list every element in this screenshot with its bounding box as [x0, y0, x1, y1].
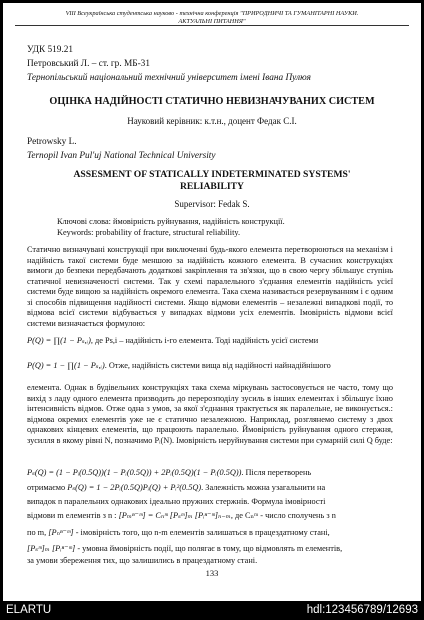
handle-identifier: hdl:123456789/12693	[306, 604, 418, 616]
header-line-1: VIII Всеукраїнська студентська науково - технічна конференція "ПРИРОДНИЧІ ТА ГУМАНІТАРНІ НАУКИ.	[65, 10, 359, 17]
formula-line-1-text: , де Ps,i – надійність і-го елемента. Тоді надійність усієї системи	[90, 336, 319, 345]
document-page	[3, 3, 421, 601]
keywords-en: Keywords: probability of fracture, structural reliability.	[57, 228, 241, 237]
title-ua: ОЦІНКА НАДІЙНОСТІ СТАТИЧНО НЕВИЗНАЧУВАНИХ СИСТЕМ	[49, 96, 375, 107]
title-en-line-2: RELIABILITY	[180, 181, 244, 192]
affiliation-ua: Тернопільський національний технічний університет імені Івана Пулюя	[27, 73, 311, 83]
supervisor-ua: Науковий керівник: к.т.н., доцент Федак С.І.	[127, 116, 297, 126]
formula-line-6-prefix: по m,	[27, 528, 47, 537]
formula-failure-m-of-n: [Pₘⁿ⁻ᵐ] = Cₙᵐ [Pₛᵐ]ₘ [Pᵢⁿ⁻ᵐ]ₙ₋ₘ	[118, 511, 231, 520]
formula-line-7-text: - умовна ймовірність події, що полягає в тому, що відмовлять m елементів,	[77, 544, 343, 553]
formula-line-3-text: . Після перетворень	[241, 468, 312, 477]
formula-line-5-prefix: відмови m елементів з n :	[27, 511, 117, 520]
page-number: 133	[205, 568, 219, 578]
repository-name: ELARTU	[6, 604, 52, 616]
formula-line-3	[27, 468, 393, 479]
formula-working-probability: [Pₙⁿ⁻ᵐ]	[48, 528, 74, 537]
formula-line-2-text: . Отже, надійність системи вища від надійності найнадійнішого	[104, 361, 331, 370]
formula-line-6	[27, 528, 393, 539]
paragraph-2-text: елемента. Однак в будівельних конструкціях така схема міркувань застосовується не часто, тому що вихід з ладу одного елемента призводить до перерозподілу зусиль в інших елементах і збільшує їхню інтенсивність відмов. Отже одна з умов, за якої з'єднання трактується як паралельне, не виконується.: відмова окремих елементів уже не є статично незалежною. Наприклад, розглянемо систему з двох однакових кінцевих елементів, що працюють паралельно. Ймовірність руйнування одного стержня, зусилля в якому рівні N, позначимо Pᵢ(N). Імовірність неруйнування системи при сумарній силі Q буде:	[27, 383, 393, 445]
formula-line-1	[27, 336, 393, 347]
affiliation-en: Ternopil Ivan Pul'uj National Technical University	[27, 151, 216, 161]
formula-line-2	[27, 361, 393, 372]
formula-non-failure: Pₛ(Q) = (1 − Pᵢ(0.5Q))(1 − Pᵢ(0.5Q)) + 2Pᵢ(0.5Q)(1 − Pᵢ(0.5Q))	[27, 468, 242, 477]
paragraph-1-text: Статично визначувані конструкції при виключенні будь-якого елемента перетворюються на механізм і надійність такої системи буде меншою за надійність кожного елемента. В сучасних конструкціях вимоги до безпеки передбачають додаткові закріплення та зв'язки, що в свою чергу збільшує ступінь статичної невизначеності системи. Так у схемі паралельного з'єднання елементів надійність усієї системи буде вищою за надійність окремого елемента. Така схема називається резервуванням і є одним зі способів підвищення надійності системи. Якщо відмови елементів – незалежні випадкові події, то відмова всієї системи відбувається у випадках відмови усіх елементів. Імовірність відмови всієї системи визначається формулою:	[27, 245, 393, 328]
keywords-ua: Ключові слова: ймовірність руйнування, надійність конструкції.	[57, 217, 285, 226]
text-line-last: за умови збереження тих, що залишились в працездатному стані.	[27, 556, 258, 565]
formula-system-reliability: P(Q) = 1 − ∏(1 − Pₛ,ᵢ)	[27, 361, 105, 370]
header-line-2: АКТУАЛЬНІ ПИТАННЯ"	[178, 17, 246, 25]
formula-system-failure: P(Q) = ∏(1 − Pₛ,ᵢ)	[27, 336, 91, 345]
header-divider	[15, 25, 409, 26]
formula-line-5-text: , де Cₙᵐ - число сполучень з n	[230, 511, 336, 520]
author-ua: Петровський Л. – ст. гр. МБ-31	[27, 59, 150, 69]
supervisor-en: Supervisor: Fedak S.	[174, 199, 250, 209]
formula-line-4	[27, 483, 393, 494]
title-en-line-1: ASSESMENT OF STATICALLY INDETERMINATED SYSTEMS'	[73, 169, 351, 180]
formula-line-5	[27, 511, 393, 522]
conference-header	[3, 10, 421, 25]
text-line-m1: випадок n паралельних однакових ідеально пружних стержнів. Формула імовірності	[27, 497, 326, 506]
formula-transformed: Pₛ(Q) = 1 − 2Pᵢ(0.5Q)Pᵢ(Q) + Pᵢ²(0.5Q)	[67, 483, 202, 492]
paragraph-2	[27, 383, 393, 446]
paragraph-1	[27, 245, 393, 329]
formula-line-4-text: . Залежність можна узагальнити на	[201, 483, 326, 492]
formula-line-7	[27, 544, 393, 555]
repository-footer	[0, 601, 424, 620]
formula-conditional-probability: [Pₛᵐ]ₘ [Pᵢⁿ⁻ᵐ]	[27, 544, 76, 553]
udc-code: УДК 519.21	[27, 45, 74, 55]
formula-line-4-prefix: отримаємо	[27, 483, 66, 492]
formula-line-6-text: - імовірність того, що n-m елементів залишаться в працездатному стані,	[75, 528, 330, 537]
author-en: Petrowsky L.	[27, 137, 77, 147]
